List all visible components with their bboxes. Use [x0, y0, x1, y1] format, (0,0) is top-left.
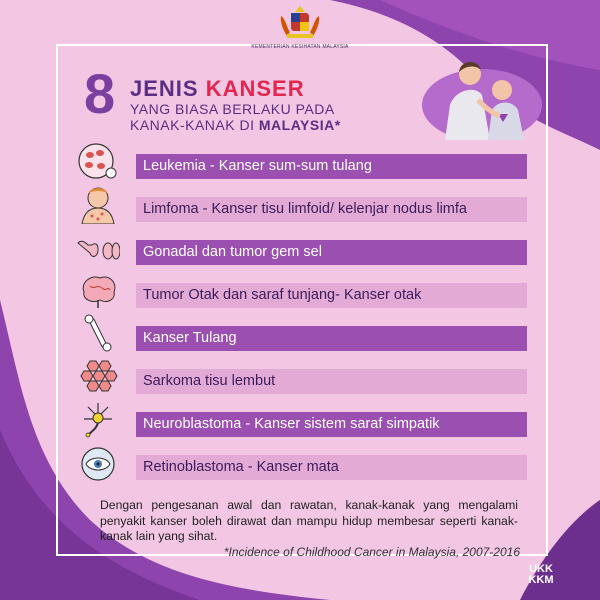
cancer-item-sarcoma: Sarkoma tisu lembut — [136, 369, 527, 394]
page-title — [130, 76, 305, 102]
cancer-item-retinoblastoma: Retinoblastoma - Kanser mata — [136, 455, 527, 480]
count-number: 8 — [84, 62, 116, 125]
brain-icon — [76, 270, 120, 310]
cancer-item-bone: Kanser Tulang — [136, 326, 527, 351]
cancer-item-brain: Tumor Otak dan saraf tunjang- Kanser otak — [136, 283, 527, 308]
subtitle-line1: YANG BIASA BERLAKU PADA — [130, 101, 335, 117]
cancer-item-leukemia: Leukemia - Kanser sum-sum tulang — [136, 154, 527, 179]
blood-cells-icon — [76, 141, 120, 181]
logo-line1: UKK — [529, 563, 553, 575]
neuron-icon — [76, 399, 120, 439]
subtitle-line2 — [130, 117, 341, 133]
subtitle-country: MALAYSIA* — [258, 117, 341, 133]
subtitle-text: KANAK-KANAK DI — [130, 117, 259, 133]
title-highlight: KANSER — [205, 76, 305, 101]
hexagon-tissue-icon — [76, 357, 120, 397]
child-lymph-icon — [76, 184, 120, 224]
note-paragraph: Dengan pengesanan awal dan rawatan, kanak-kanak yang mengalami penyakit kanser boleh dirawat dan mampu hidup membesar seperti kanak-kanak lain yang sihat. — [100, 498, 518, 543]
cancer-item-limfoma: Limfoma - Kanser tisu limfoid/ kelenjar nodus limfa — [136, 197, 527, 222]
reproductive-organs-icon — [76, 229, 120, 269]
coat-of-arms-icon — [277, 4, 323, 42]
bone-icon — [76, 313, 120, 353]
logo-line2: KKM — [528, 574, 554, 586]
title-word: JENIS — [130, 76, 206, 101]
cancer-item-gonadal: Gonadal dan tumor gem sel — [136, 240, 527, 265]
doctor-child-illustration — [420, 50, 544, 140]
cancer-item-neuroblastoma: Neuroblastoma - Kanser sistem saraf simpatik — [136, 412, 527, 437]
ukk-logo — [524, 564, 558, 586]
eye-icon — [76, 444, 120, 484]
source-citation: *Incidence of Childhood Cancer in Malaysia, 2007-2016 — [223, 545, 520, 559]
ministry-name: KEMENTERIAN KESIHATAN MALAYSIA — [251, 44, 349, 50]
